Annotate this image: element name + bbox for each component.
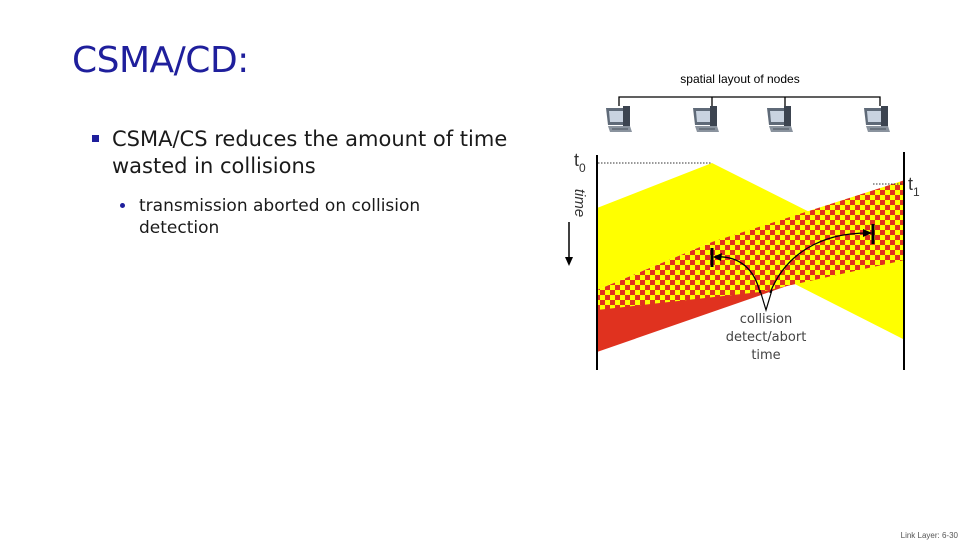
computer-icon: [864, 106, 890, 132]
t0-label-main: t: [574, 150, 580, 170]
bullet-text: CSMA/CS reduces the amount of time wasted in collisions: [112, 127, 508, 178]
callout-line-2: detect/abort: [725, 330, 807, 345]
callout-line-3: time: [751, 348, 781, 363]
computer-icon: [693, 106, 719, 132]
down-arrow-icon: [565, 257, 573, 266]
computer-icon: [606, 106, 632, 132]
slide-footer: Link Layer: 6-30: [900, 531, 958, 540]
computer-icon: [767, 106, 793, 132]
spatial-layout-label: spatial layout of nodes: [680, 72, 800, 86]
sub-bullet-text: transmission aborted on collision detection: [139, 196, 421, 238]
t1-label: [908, 174, 920, 199]
time-axis-label: time: [571, 188, 588, 218]
t1-label-sub: 1: [913, 185, 920, 199]
spatial-layout-bracket: [619, 97, 880, 106]
callout-line-1: collision: [739, 312, 793, 327]
t1-label-main: t: [908, 174, 914, 194]
t0-label-sub: 0: [579, 161, 586, 175]
t0-label: [574, 150, 586, 175]
slide-title: CSMA/CD:: [72, 40, 249, 81]
